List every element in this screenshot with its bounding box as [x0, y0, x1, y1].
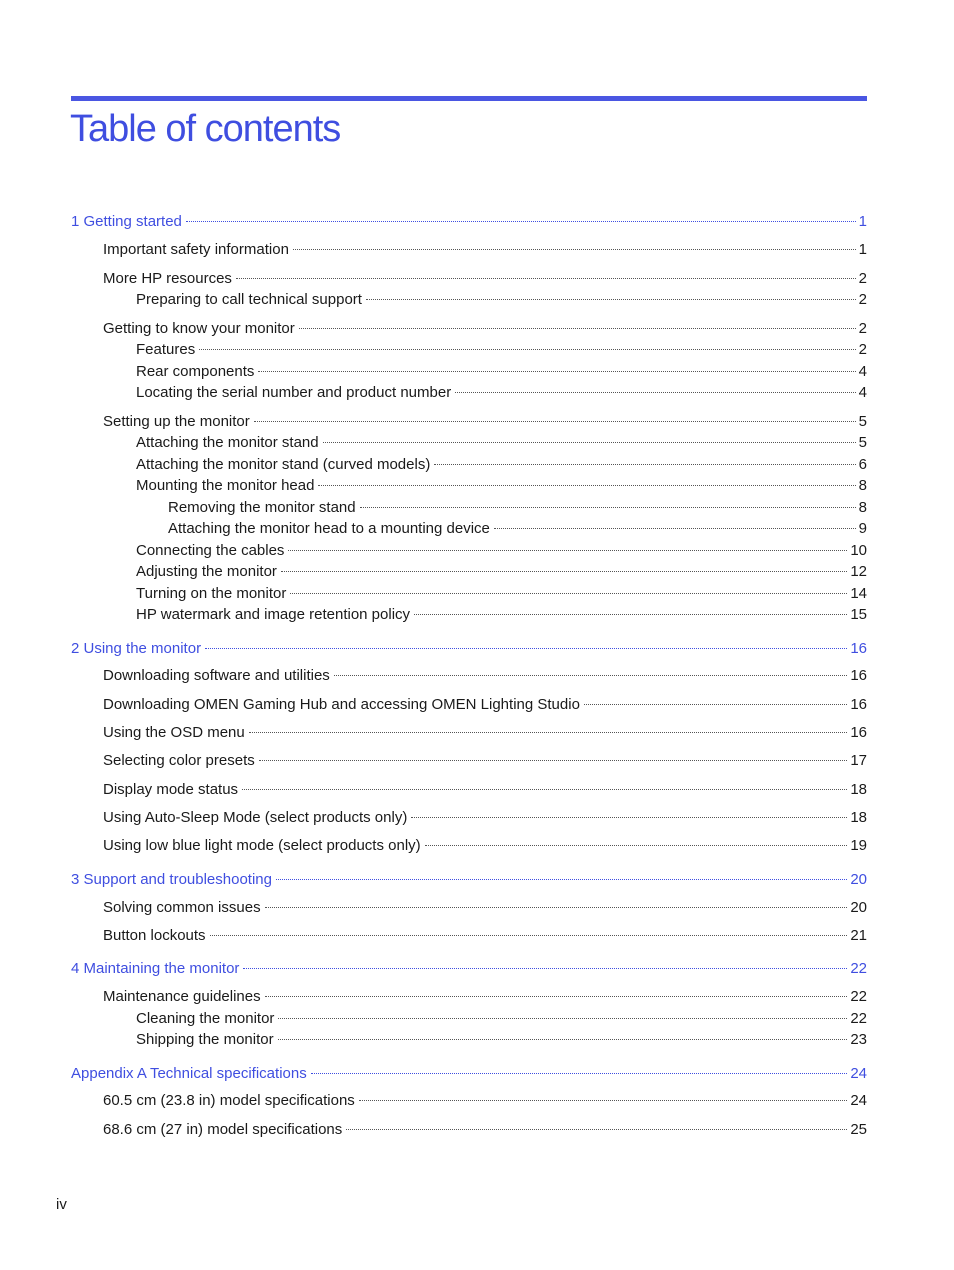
toc-entry-page: 12: [850, 563, 867, 580]
toc-entry-page: 21: [850, 927, 867, 944]
dot-leader: [278, 1018, 847, 1019]
toc-entry-label: Locating the serial number and product number: [136, 384, 452, 401]
toc-entry-label: 2 Using the monitor: [71, 640, 202, 657]
toc-entry-page: 9: [858, 520, 867, 537]
toc-entry[interactable]: [71, 433, 867, 453]
toc-entry-label: Attaching the monitor head to a mounting device: [168, 520, 490, 537]
toc-entry[interactable]: [71, 498, 867, 518]
toc-entry-label: Attaching the monitor stand (curved models): [136, 456, 431, 473]
dot-leader: [334, 675, 848, 676]
toc-entry[interactable]: [71, 340, 867, 360]
dot-leader: [276, 879, 847, 880]
toc-entry[interactable]: [71, 1030, 867, 1050]
dot-leader: [186, 221, 856, 222]
toc-entry-label: Preparing to call technical support: [136, 291, 362, 308]
toc-entry-label: Using Auto-Sleep Mode (select products only): [103, 809, 408, 826]
toc-entry-page: 5: [858, 413, 867, 430]
toc-entry-page: 4: [858, 384, 867, 401]
toc-entry-label: 60.5 cm (23.8 in) model specifications: [103, 1092, 355, 1109]
toc-entry[interactable]: [71, 898, 867, 918]
dot-leader: [425, 845, 848, 846]
toc-entry-label: Downloading OMEN Gaming Hub and accessing OMEN Lighting Studio: [103, 696, 580, 713]
toc-entry[interactable]: [71, 780, 867, 800]
dot-leader: [311, 1073, 848, 1074]
toc-entry-label: Selecting color presets: [103, 752, 255, 769]
toc-entry-label: 4 Maintaining the monitor: [71, 960, 240, 977]
toc-entry-label: Important safety information: [103, 241, 289, 258]
toc-entry-page: 16: [850, 696, 867, 713]
toc-entry-label: Downloading software and utilities: [103, 667, 330, 684]
dot-leader: [290, 593, 847, 594]
toc-entry[interactable]: [71, 269, 867, 289]
toc-entry-page: 23: [850, 1031, 867, 1048]
dot-leader: [299, 328, 856, 329]
toc-entry-page: 8: [858, 477, 867, 494]
toc-entry-page: 2: [858, 270, 867, 287]
toc-entry[interactable]: [71, 987, 867, 1007]
top-rule: [71, 96, 867, 101]
toc-entry[interactable]: [71, 751, 867, 771]
toc-entry[interactable]: [71, 836, 867, 856]
toc-entry-page: 24: [850, 1065, 867, 1082]
toc-entry-page: 19: [850, 837, 867, 854]
toc-entry-page: 16: [850, 724, 867, 741]
toc-entry-page: 16: [850, 640, 867, 657]
toc-entry[interactable]: [71, 605, 867, 625]
toc-chapter-entry[interactable]: [71, 870, 867, 890]
toc-entry-page: 16: [850, 667, 867, 684]
toc-entry-page: 18: [850, 809, 867, 826]
toc-entry-label: Attaching the monitor stand: [136, 434, 319, 451]
toc-entry[interactable]: [71, 519, 867, 539]
toc-entry-label: More HP resources: [103, 270, 232, 287]
dot-leader: [584, 704, 847, 705]
toc-entry-page: 20: [850, 871, 867, 888]
dot-leader: [494, 528, 856, 529]
dot-leader: [366, 299, 856, 300]
toc-entry-page: 24: [850, 1092, 867, 1109]
toc-entry[interactable]: [71, 541, 867, 561]
toc-entry-label: Using the OSD menu: [103, 724, 245, 741]
toc-entry-label: Rear components: [136, 363, 255, 380]
dot-leader: [265, 907, 848, 908]
toc-chapter-entry[interactable]: [71, 212, 867, 232]
toc-entry-page: 5: [858, 434, 867, 451]
toc-entry-page: 15: [850, 606, 867, 623]
toc-entry-page: 6: [858, 456, 867, 473]
dot-leader: [293, 249, 856, 250]
toc-entry[interactable]: [71, 926, 867, 946]
toc-entry-label: HP watermark and image retention policy: [136, 606, 411, 623]
toc-chapter-entry[interactable]: [71, 959, 867, 979]
page-title: Table of contents: [70, 108, 341, 150]
toc-entry-label: Cleaning the monitor: [136, 1010, 275, 1027]
toc-entry-page: 4: [858, 363, 867, 380]
toc-entry-label: Maintenance guidelines: [103, 988, 261, 1005]
dot-leader: [318, 485, 855, 486]
toc-entry-page: 14: [850, 585, 867, 602]
toc-entry[interactable]: [71, 723, 867, 743]
toc-entry-label: 68.6 cm (27 in) model specifications: [103, 1121, 343, 1138]
toc-entry-page: 10: [850, 542, 867, 559]
toc-chapter-entry[interactable]: [71, 1064, 867, 1084]
toc-entry-label: Using low blue light mode (select products only): [103, 837, 421, 854]
toc-entry[interactable]: [71, 1009, 867, 1029]
toc-entry-page: 18: [850, 781, 867, 798]
toc-entry[interactable]: [71, 362, 867, 382]
toc-entry[interactable]: [71, 240, 867, 260]
dot-leader: [210, 935, 848, 936]
toc-entry[interactable]: [71, 584, 867, 604]
dot-leader: [205, 648, 847, 649]
toc-entry[interactable]: [71, 455, 867, 475]
dot-leader: [236, 278, 856, 279]
toc-entry-page: 1: [858, 241, 867, 258]
toc-entry-page: 22: [850, 960, 867, 977]
toc-entry-label: Shipping the monitor: [136, 1031, 274, 1048]
toc-entry[interactable]: [71, 1091, 867, 1111]
toc-entry-page: 22: [850, 988, 867, 1005]
page-number: iv: [56, 1196, 67, 1213]
toc-entry-page: 2: [858, 320, 867, 337]
dot-leader: [414, 614, 847, 615]
toc-entry[interactable]: [71, 476, 867, 496]
toc-entry-label: Adjusting the monitor: [136, 563, 277, 580]
toc-entry-label: Features: [136, 341, 196, 358]
toc-entry-label: Mounting the monitor head: [136, 477, 315, 494]
toc-entry-page: 2: [858, 291, 867, 308]
toc-entry-page: 22: [850, 1010, 867, 1027]
toc-entry-label: Turning on the monitor: [136, 585, 287, 602]
toc-entry-page: 17: [850, 752, 867, 769]
toc-entry[interactable]: [71, 666, 867, 686]
toc-entry-label: Display mode status: [103, 781, 239, 798]
toc-entry-label: Button lockouts: [103, 927, 206, 944]
toc-entry-page: 25: [850, 1121, 867, 1138]
dot-leader: [254, 421, 856, 422]
toc-entry-page: 2: [858, 341, 867, 358]
dot-leader: [199, 349, 855, 350]
dot-leader: [259, 760, 848, 761]
toc-entry[interactable]: [71, 695, 867, 715]
toc-entry[interactable]: [71, 290, 867, 310]
dot-leader: [346, 1129, 847, 1130]
dot-leader: [258, 371, 855, 372]
dot-leader: [243, 968, 847, 969]
dot-leader: [265, 996, 848, 997]
toc-entry-label: Connecting the cables: [136, 542, 285, 559]
dot-leader: [359, 1100, 848, 1101]
toc-entry-page: 8: [858, 499, 867, 516]
toc-entry-label: Removing the monitor stand: [168, 499, 356, 516]
dot-leader: [288, 550, 847, 551]
dot-leader: [323, 442, 856, 443]
toc-entry-label: Getting to know your monitor: [103, 320, 295, 337]
toc-entry-label: Setting up the monitor: [103, 413, 250, 430]
toc-entry-label: 3 Support and troubleshooting: [71, 871, 272, 888]
dot-leader: [455, 392, 855, 393]
toc-entry[interactable]: [71, 808, 867, 828]
toc-entry[interactable]: [71, 383, 867, 403]
toc-entry[interactable]: [71, 1120, 867, 1140]
dot-leader: [242, 789, 847, 790]
dot-leader: [278, 1039, 848, 1040]
toc-entry-label: Solving common issues: [103, 899, 261, 916]
toc-entry-label: 1 Getting started: [71, 213, 182, 230]
dot-leader: [411, 817, 847, 818]
toc-chapter-entry[interactable]: [71, 639, 867, 659]
toc-entry[interactable]: [71, 562, 867, 582]
toc-entry[interactable]: [71, 412, 867, 432]
dot-leader: [249, 732, 848, 733]
dot-leader: [360, 507, 856, 508]
toc-entry-page: 1: [858, 213, 867, 230]
toc-entry-label: Appendix A Technical specifications: [71, 1065, 307, 1082]
dot-leader: [434, 464, 855, 465]
toc-entry-page: 20: [850, 899, 867, 916]
dot-leader: [281, 571, 847, 572]
toc-entry[interactable]: [71, 319, 867, 339]
